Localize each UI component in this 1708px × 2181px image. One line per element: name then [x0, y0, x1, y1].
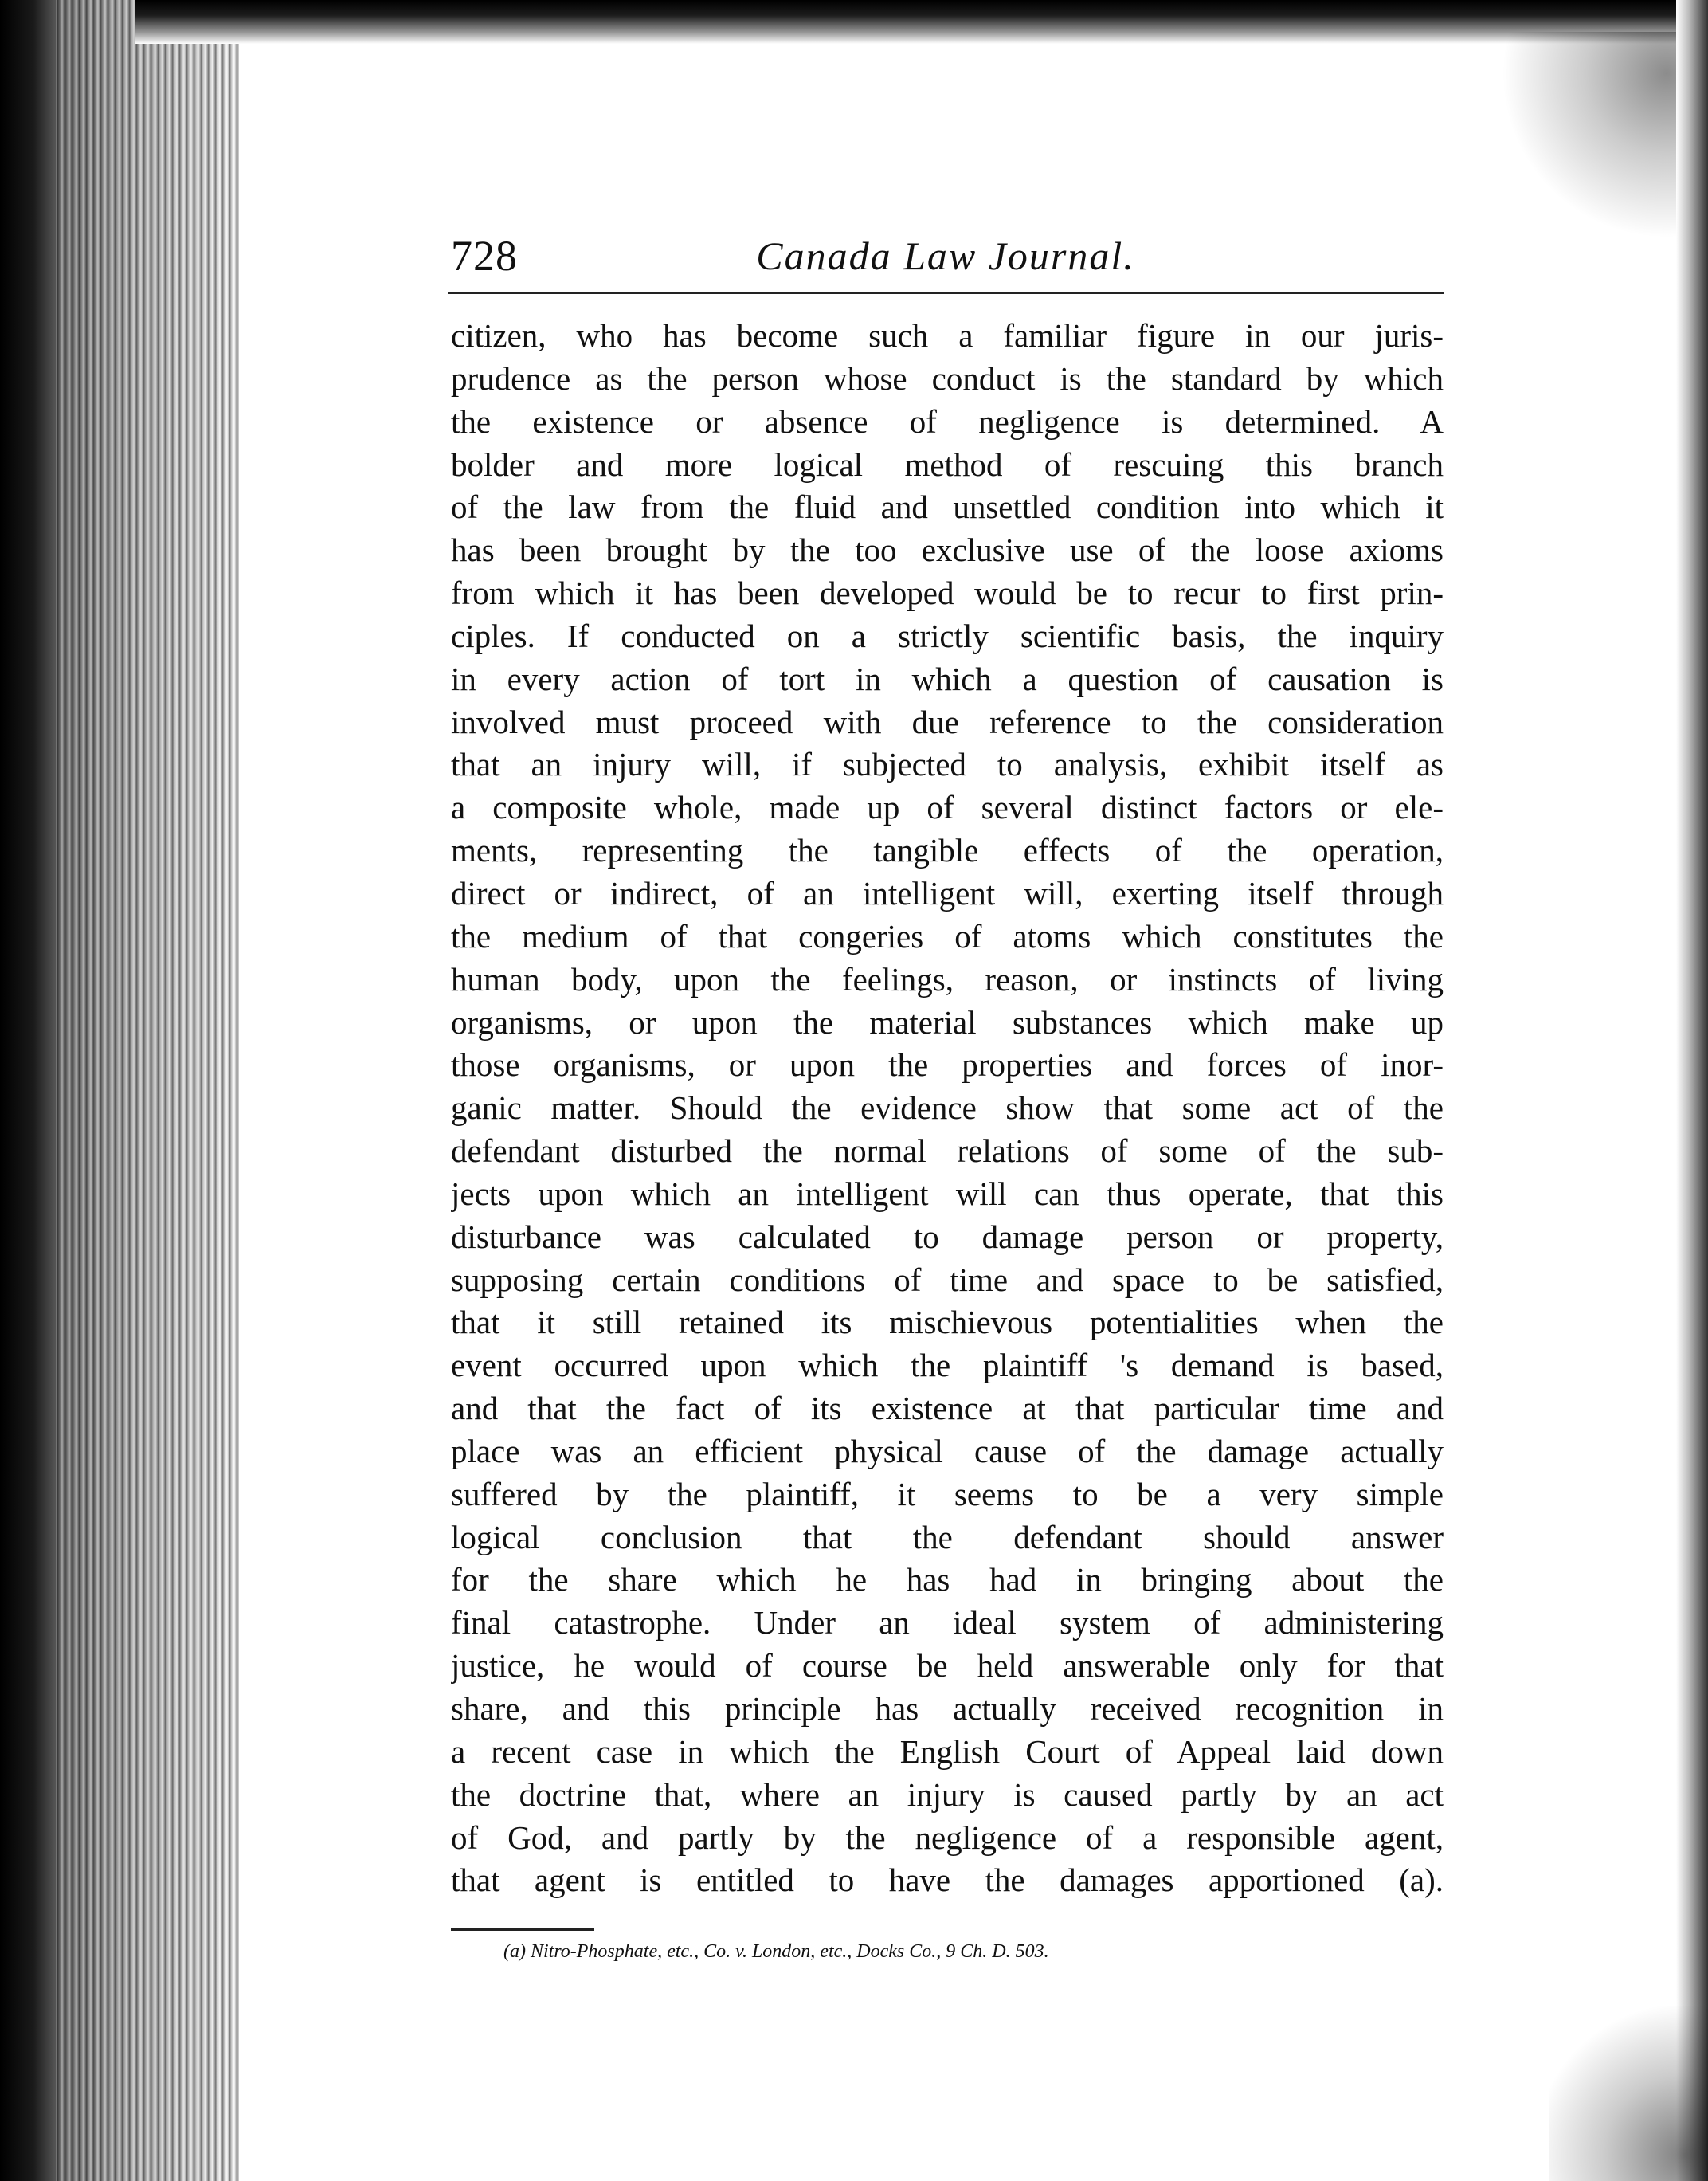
text-line: ciples. If conducted on a strictly scientific basis, the inquiry — [451, 617, 1444, 654]
text-line: share, and this principle has actually received recognition in — [451, 1690, 1444, 1727]
running-header — [448, 231, 1444, 295]
text-line: supposing certain conditions of time and space to be satisfied, — [451, 1261, 1444, 1298]
text-line: and that the fact of its existence at that particular time and — [451, 1390, 1444, 1427]
text-line: citizen, who has become such a familiar figure in our juris- — [451, 317, 1444, 354]
footnote: (a) Nitro-Phosphate, etc., Co. v. London, etc., Docks Co., 9 Ch. D. 503. — [503, 1941, 1049, 1962]
text-line: that it still retained its mischievous potentialities when the — [451, 1304, 1444, 1341]
text-line: from which it has been developed would be to recur to first prin- — [451, 575, 1444, 612]
text-line: those organisms, or upon the properties and forces of inor- — [451, 1046, 1444, 1084]
right-scan-edge — [1676, 0, 1708, 2181]
text-line: disturbance was calculated to damage person or property, — [451, 1218, 1444, 1255]
text-line: justice, he would of course be held answerable only for that — [451, 1647, 1444, 1685]
body-text — [451, 315, 1444, 1902]
text-line: direct or indirect, of an intelligent will, exerting itself through — [451, 874, 1444, 912]
text-line: final catastrophe. Under an ideal system of administering — [451, 1604, 1444, 1642]
text-line: of God, and partly by the negligence of a responsible agent, — [451, 1818, 1444, 1856]
text-line: the doctrine that, where an injury is caused partly by an act — [451, 1775, 1444, 1813]
header-rule — [448, 292, 1444, 294]
text-line: ganic matter. Should the evidence show that some act of the — [451, 1089, 1444, 1127]
text-line: involved must proceed with due reference to the consideration — [451, 703, 1444, 740]
top-scan-edge — [135, 0, 1708, 44]
text-line: for the share which he has had in bringing about the — [451, 1561, 1444, 1598]
text-line: organisms, or upon the material substances which make up — [451, 1003, 1444, 1041]
text-line: the medium of that congeries of atoms which constitutes the — [451, 917, 1444, 955]
journal-title: Canada Law Journal. — [756, 233, 1135, 278]
text-line: ments, representing the tangible effects of the operation, — [451, 832, 1444, 869]
page-number: 728 — [451, 232, 518, 280]
text-line: suffered by the plaintiff, it seems to be a very simple — [451, 1475, 1444, 1512]
book-spine — [0, 0, 56, 2181]
text-line: a recent case in which the English Court of Appeal laid down — [451, 1732, 1444, 1770]
text-line: that an injury will, if subjected to analysis, exhibit itself as — [451, 746, 1444, 783]
text-line: a composite whole, made up of several distinct factors or ele- — [451, 789, 1444, 826]
text-line: prudence as the person whose conduct is the standard by which — [451, 359, 1444, 397]
text-line: place was an efficient physical cause of the damage actually — [451, 1432, 1444, 1469]
text-line: has been brought by the too exclusive use of the loose axioms — [451, 532, 1444, 569]
text-line: in every action of tort in which a question of causation is — [451, 660, 1444, 697]
text-line: of the law from the fluid and unsettled condition into which it — [451, 488, 1444, 526]
text-line: human body, upon the feelings, reason, or instincts of living — [451, 960, 1444, 998]
text-line: bolder and more logical method of rescuing this branch — [451, 445, 1444, 483]
text-line: defendant disturbed the normal relations of some of the sub- — [451, 1132, 1444, 1170]
footnote-rule — [451, 1928, 594, 1931]
text-line: jects upon which an intelligent will can thus operate, that this — [451, 1175, 1444, 1212]
text-line: the existence or absence of negligence is determined. A — [451, 402, 1444, 440]
text-line: event occurred upon which the plaintiff 's demand is based, — [451, 1347, 1444, 1384]
text-line: that agent is entitled to have the damages apportioned (a). — [451, 1861, 1444, 1899]
scan-smudge — [1549, 2006, 1708, 2181]
text-line: logical conclusion that the defendant should answer — [451, 1518, 1444, 1555]
